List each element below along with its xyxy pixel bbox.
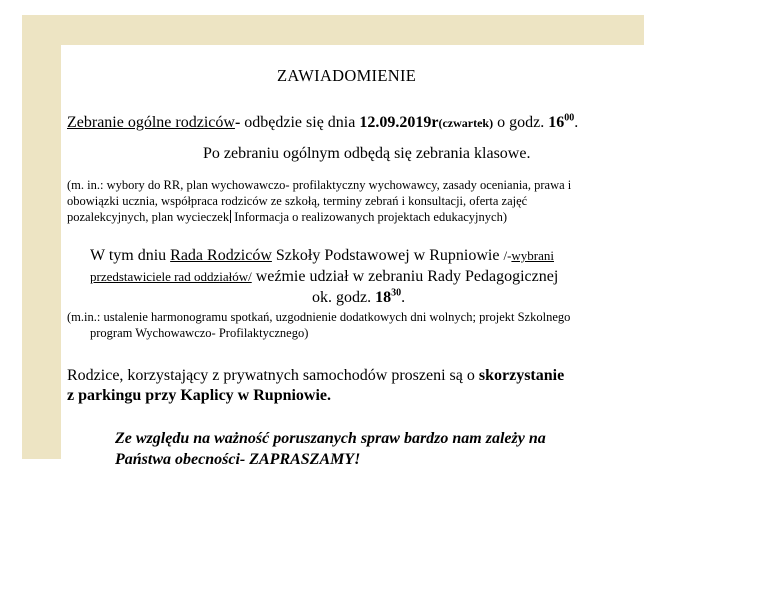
council-slash: /- xyxy=(503,248,512,263)
class-agenda-line-2: obowiązki ucznia, współpraca rodziców ze szkołą, terminy zebrań i konsultacji, oferta zajęć xyxy=(67,194,528,208)
council-text-1: Szkoły Podstawowej w Rupniowie xyxy=(271,247,504,264)
council-end: . xyxy=(401,289,406,306)
decorative-frame-top xyxy=(22,15,644,45)
council-hour: 18 xyxy=(375,289,392,306)
meeting-event: Zebranie ogólne rodziców xyxy=(67,114,235,131)
document-title: ZAWIADOMIENIE xyxy=(277,66,417,85)
class-agenda-line-3 xyxy=(67,209,507,225)
parking-line-1 xyxy=(67,366,564,386)
class-agenda-line-1: (m. in.: wybory do RR, plan wychowawczo- profilaktyczny wychowawcy, zasady oceniania, prawa i xyxy=(67,178,572,192)
council-time-prefix: ok. godz. xyxy=(312,289,376,306)
closing-text-1: Ze względu na ważność poruszanych spraw bardzo nam zależy na xyxy=(115,430,546,447)
closing-line-1 xyxy=(115,429,546,449)
council-line-1 xyxy=(90,246,554,266)
council-note-1: wybrani xyxy=(511,248,555,263)
council-text-2: weźmie udział w zebraniu Rady Pedagogicznej xyxy=(251,268,559,285)
council-agenda-line-1: (m.in.: ustalenie harmonogramu spotkań, uzgodnienie dodatkowych dni wolnych; projekt Szkolnego xyxy=(67,310,571,324)
closing-text-2: Państwa obecności- ZAPRASZAMY! xyxy=(115,451,361,468)
class-agenda-line-3b: Informacja o realizowanych projektach edukacyjnych) xyxy=(231,210,507,224)
council-minutes: 30 xyxy=(391,287,402,299)
council-body: Rada Rodziców xyxy=(170,247,272,264)
council-agenda-line-2: program Wychowawczo- Profilaktycznego) xyxy=(90,326,309,340)
decorative-frame-left xyxy=(22,15,61,459)
parking-text: Rodzice, korzystający z prywatnych samochodów proszeni są o xyxy=(67,367,479,384)
after-meeting-note: Po zebraniu ogólnym odbędą się zebrania klasowe. xyxy=(203,145,531,162)
class-agenda-line-3a: pozalekcyjnych, plan wycieczek xyxy=(67,210,230,224)
parking-bold-2: z parkingu przy Kaplicy w Rupniowie. xyxy=(67,387,332,404)
meeting-hour: 16 xyxy=(548,114,565,131)
parking-line-2 xyxy=(67,386,331,406)
council-time xyxy=(312,288,405,308)
closing-line-2 xyxy=(115,450,360,470)
council-prefix: W tym dniu xyxy=(90,247,171,264)
meeting-day: (czwartek) xyxy=(438,116,494,130)
meeting-date: 12.09.2019r xyxy=(359,114,439,131)
meeting-announcement xyxy=(67,113,578,133)
parking-bold-1: skorzystanie xyxy=(478,367,565,384)
meeting-text-time: o godz. xyxy=(493,114,549,131)
meeting-text: odbędzie się dnia xyxy=(240,114,360,131)
meeting-end: . xyxy=(574,114,579,131)
meeting-dash: - xyxy=(234,114,241,131)
meeting-minutes: 00 xyxy=(564,112,575,124)
council-note-2: przedstawiciele rad oddziałów/ xyxy=(90,269,252,284)
council-line-2 xyxy=(90,267,558,287)
